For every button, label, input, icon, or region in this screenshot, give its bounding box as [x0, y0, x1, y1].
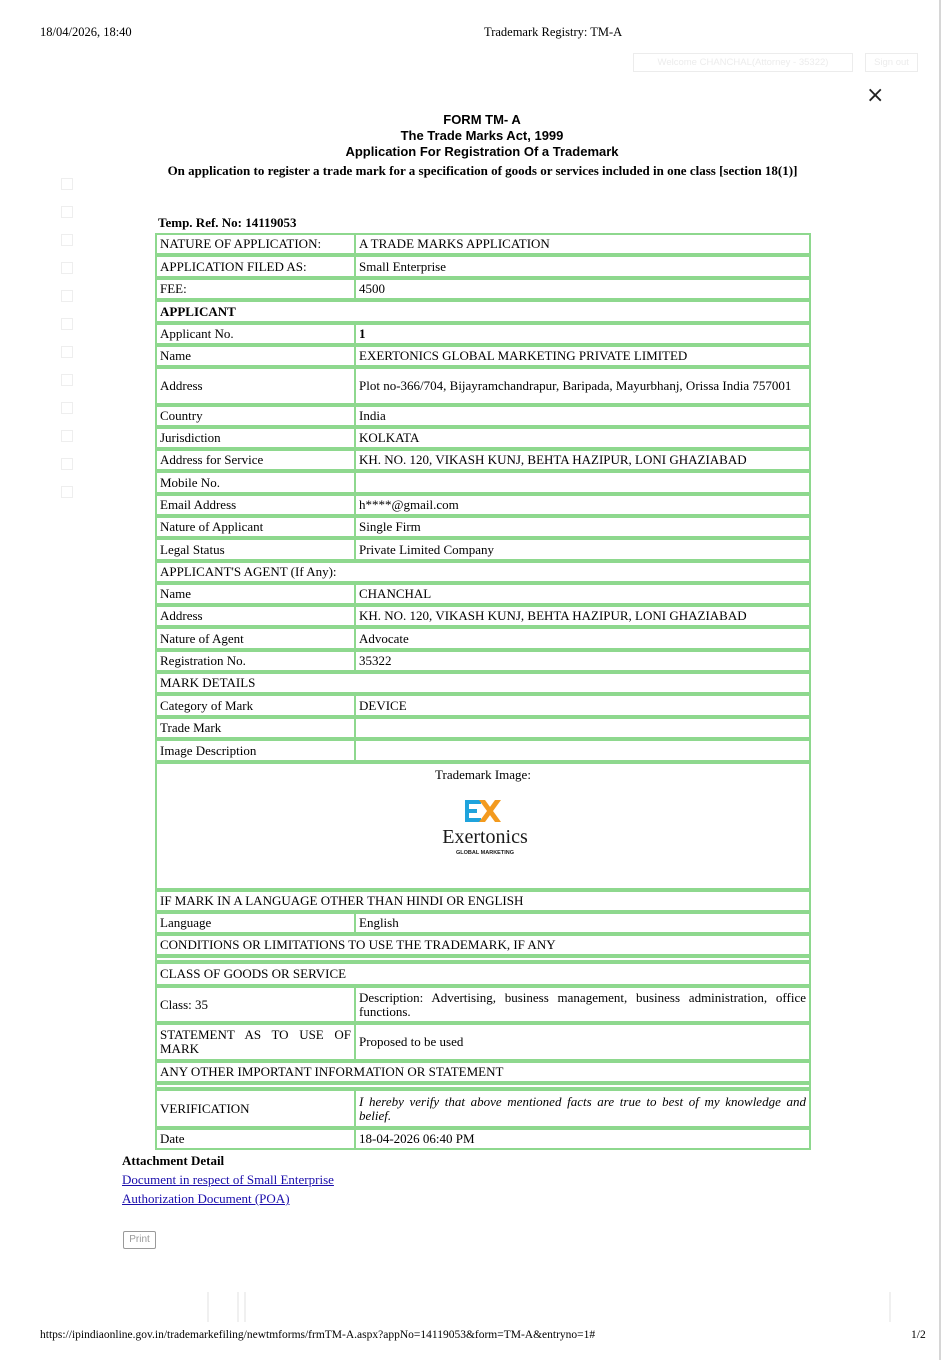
print-page-number: 1/2 [911, 1329, 926, 1341]
value: Advocate [359, 630, 409, 646]
row-trade-mark [155, 717, 811, 739]
form-title-line2: The Trade Marks Act, 1999 [400, 128, 564, 143]
section-title: APPLICANT [160, 303, 236, 319]
authorization-document-link[interactable]: Authorization Document (POA) [122, 1191, 290, 1206]
label: Address [160, 608, 203, 623]
section-applicant [155, 300, 811, 323]
bg-artifact [237, 1292, 239, 1322]
row-nature-of-application [155, 233, 811, 255]
print-page-title: Trademark Registry: TM-A [484, 25, 623, 39]
label: Country [160, 408, 203, 423]
value: Proposed to be used [359, 1034, 464, 1049]
row-image-description [155, 739, 811, 762]
close-icon[interactable]: × [866, 83, 885, 108]
bg-artifact [61, 262, 73, 274]
row-mobile [155, 471, 811, 494]
row-applicant-no [155, 323, 811, 345]
print-footer-url: https://ipindiaonline.gov.in/trademarkefiling/newtmforms/frmTM-A.aspx?appNo=14119053&form=TM-A&entryno=1# [40, 1329, 596, 1341]
label: STATEMENT AS TO USE OF MARK [160, 1027, 351, 1056]
label: Nature of Agent [160, 630, 244, 646]
row-fee [155, 278, 811, 300]
value: DEVICE [359, 697, 407, 713]
form-subtitle: On application to register a trade mark for a specification of goods or services included in one class [section 18(1)] [167, 163, 798, 178]
exertonics-logo [429, 798, 541, 858]
bg-artifact [61, 374, 73, 386]
bg-artifact [61, 486, 73, 498]
value: Private Limited Company [359, 541, 495, 557]
label: Date [160, 1131, 185, 1146]
value: Description: Advertising, business management, business administration, office functions. [359, 989, 806, 1019]
section-title: IF MARK IN A LANGUAGE OTHER THAN HINDI OR ENGLISH [160, 893, 524, 908]
row-class [155, 986, 811, 1023]
ex-mark-icon [465, 800, 501, 822]
label: Address [160, 378, 203, 393]
value: h****@gmail.com [359, 497, 459, 512]
page-edge [939, 0, 941, 1360]
small-enterprise-document-link[interactable]: Document in respect of Small Enterprise [122, 1172, 334, 1187]
value: Small Enterprise [359, 258, 447, 274]
section-mark-details [155, 672, 811, 694]
label: Legal Status [160, 541, 225, 557]
row-filed-as [155, 255, 811, 278]
logo-brand-text: Exertonics [442, 826, 528, 848]
label: VERIFICATION [160, 1100, 250, 1116]
trademark-image-caption: Trademark Image: [435, 767, 531, 782]
section-other-info [155, 1061, 811, 1083]
label: Language [160, 915, 212, 930]
row-applicant-name [155, 345, 811, 367]
value: 1 [359, 326, 366, 341]
logo-tagline-text: GLOBAL MARKETING [456, 850, 514, 856]
temp-ref-number: Temp. Ref. No: 14119053 [158, 215, 297, 230]
bg-artifact [889, 1292, 891, 1322]
row-category-of-mark [155, 694, 811, 717]
attachment-title: Attachment Detail [122, 1153, 225, 1168]
label: Address for Service [160, 452, 264, 467]
bg-artifact [61, 290, 73, 302]
label: APPLICATION FILED AS: [160, 258, 307, 274]
row-nature-of-agent [155, 627, 811, 650]
bg-artifact [61, 206, 73, 218]
bg-artifact [61, 234, 73, 246]
value: EXERTONICS GLOBAL MARKETING PRIVATE LIMITED [359, 348, 688, 363]
row-language [155, 912, 811, 934]
form-title-line3: Application For Registration Of a Trademark [345, 144, 619, 159]
row-date [155, 1128, 811, 1150]
welcome-label: Welcome CHANCHAL(Attorney - 35322) [633, 53, 853, 72]
value: 35322 [359, 653, 392, 668]
form-title-line1: FORM TM- A [443, 112, 521, 127]
bg-artifact [244, 1292, 246, 1322]
section-language [155, 890, 811, 912]
value: English [359, 915, 399, 930]
row-email [155, 494, 811, 516]
label: Email Address [160, 497, 237, 512]
section-agent [155, 561, 811, 583]
label: Trade Mark [160, 720, 222, 735]
value: I hereby verify that above mentioned facts are true to best of my knowledge and belief. [359, 1093, 806, 1123]
section-title: MARK DETAILS [160, 675, 256, 690]
section-class [155, 962, 811, 986]
row-address-for-service [155, 449, 811, 471]
label: Image Description [160, 742, 257, 758]
section-title: APPLICANT'S AGENT (If Any): [160, 564, 337, 579]
value: Single Firm [359, 519, 421, 534]
row-agent-name [155, 583, 811, 605]
section-title: ANY OTHER IMPORTANT INFORMATION OR STATEMENT [160, 1064, 504, 1079]
row-jurisdiction [155, 427, 811, 449]
label: Jurisdiction [160, 430, 221, 445]
bg-artifact [61, 178, 73, 190]
label: Mobile No. [160, 474, 220, 490]
bg-artifact [61, 402, 73, 414]
bg-artifact [207, 1292, 209, 1322]
print-datetime: 18/04/2026, 18:40 [40, 25, 132, 39]
row-agent-address [155, 605, 811, 627]
bg-artifact [61, 318, 73, 330]
bg-artifact [61, 346, 73, 358]
value: KH. NO. 120, VIKASH KUNJ, BEHTA HAZIPUR, LONI GHAZIABAD [359, 608, 747, 623]
label: Name [160, 348, 192, 363]
print-button[interactable]: Print [123, 1231, 156, 1249]
bg-artifact [61, 430, 73, 442]
value: India [359, 408, 386, 423]
label: Class: 35 [160, 996, 209, 1012]
value: CHANCHAL [359, 586, 432, 601]
value: KH. NO. 120, VIKASH KUNJ, BEHTA HAZIPUR, LONI GHAZIABAD [359, 452, 747, 467]
row-country [155, 405, 811, 427]
bg-artifact [61, 458, 73, 470]
row-applicant-address [155, 367, 811, 405]
label: FEE: [160, 281, 187, 296]
label: Registration No. [160, 653, 246, 668]
row-legal-status [155, 538, 811, 561]
label: Name [160, 586, 192, 601]
signout-link[interactable]: Sign out [865, 53, 918, 72]
label: NATURE OF APPLICATION: [160, 236, 322, 251]
row-trademark-image [155, 762, 811, 890]
row-nature-of-applicant [155, 516, 811, 538]
section-conditions [155, 934, 811, 956]
row-registration-no [155, 650, 811, 672]
value: KOLKATA [359, 430, 420, 445]
section-title: CLASS OF GOODS OR SERVICE [160, 966, 347, 981]
section-title: CONDITIONS OR LIMITATIONS TO USE THE TRADEMARK, IF ANY [160, 937, 556, 952]
row-verification [155, 1089, 811, 1128]
value: Plot no-366/704, Bijayramchandrapur, Baripada, Mayurbhanj, Orissa India 757001 [359, 378, 792, 393]
label: Category of Mark [160, 697, 254, 713]
value: 18-04-2026 06:40 PM [359, 1131, 475, 1146]
form-title [152, 112, 812, 160]
value: A TRADE MARKS APPLICATION [359, 236, 550, 251]
label: Applicant No. [160, 326, 234, 341]
row-statement-of-use [155, 1023, 811, 1061]
label: Nature of Applicant [160, 519, 264, 534]
value: 4500 [359, 281, 385, 296]
